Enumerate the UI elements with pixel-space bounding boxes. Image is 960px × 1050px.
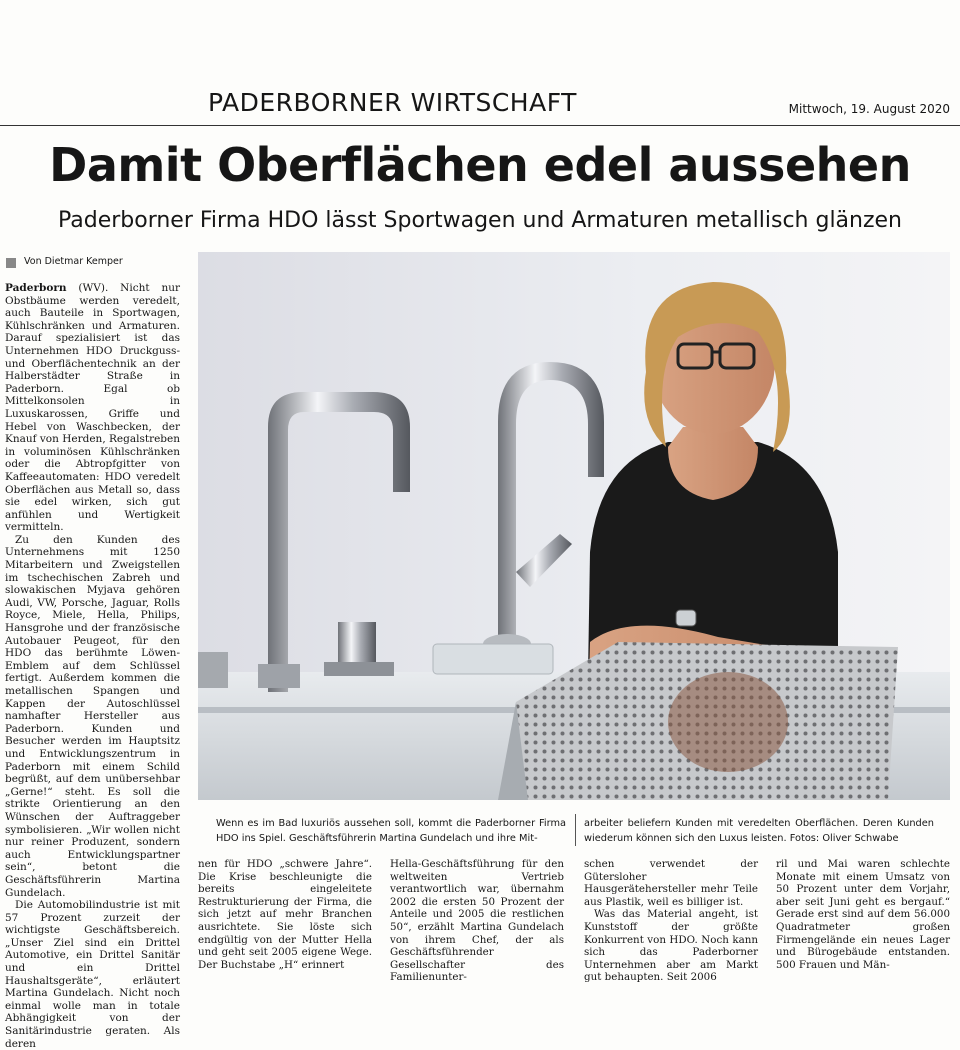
- subheadline: Paderborner Firma HDO lässt Sportwagen und Armaturen metallisch glänzen: [57, 208, 903, 233]
- issue-date: Mittwoch, 19. August 2020: [788, 102, 950, 116]
- caption-separator: [575, 814, 576, 846]
- article-photo: [198, 252, 950, 800]
- bottom-column-3-text-a: schen verwendet der Gütersloher Hausgerätehersteller mehr Teile aus Plastik, weil es billiger ist.: [584, 858, 758, 908]
- bottom-column-4: [776, 858, 950, 971]
- bottom-column-2: [390, 858, 564, 984]
- section-title: PADERBORNER WIRTSCHAFT: [208, 88, 577, 117]
- bottom-column-1-text: nen für HDO „schwere Jahre“. Die Krise beschleunigte die bereits eingeleitete Restrukturierung der Firma, die sich jetzt auf mehr Branchen ausrichtete. Sie löste sich endgültig von der Mutter Hella und geht seit 2005 eigene Wege. Der Buchstabe „H“ erinnert: [198, 858, 372, 971]
- masthead-rule: [0, 125, 960, 126]
- bottom-column-2-text: Hella-Geschäftsführung für den weltweiten Vertrieb verantwortlich war, übernahm 2002 die ersten 50 Prozent der Anteile und 2005 die restlichen 50“, erzählt Martina Gundelach von ihrem Chef, der als Geschäftsführender Gesellschafter des Familienunter-: [390, 858, 564, 984]
- photo-caption-right: arbeiter beliefern Kunden mit veredelten Oberflächen. Deren Kunden wiederum können sich den Luxus leisten. Fotos: Oliver Schwabe: [584, 818, 934, 844]
- headline: Damit Oberflächen edel aussehen: [49, 138, 911, 192]
- bottom-column-3: [584, 858, 758, 984]
- photo-caption-left: Wenn es im Bad luxuriös aussehen soll, kommt die Paderborner Firma HDO ins Spiel. Geschäftsführerin Martina Gundelach und ihre Mit-: [216, 818, 566, 844]
- bottom-column-1: [198, 858, 372, 971]
- byline-marker: [6, 258, 16, 268]
- left-paragraph-2: Zu den Kunden des Unternehmens mit 1250 Mitarbeitern und Zweigstellen im tschechischen Zabreh und slowakischen Myjava gehören Audi, VW, Porsche, Jaguar, Rolls Royce, Miele, Hella, Philips, Hansgrohe und der französische Autobauer Peugeot, für den HDO das berühmte Löwen-Emblem auf dem Schlüssel fertigt. Außerdem kommen die metallischen Spangen und Kappen der Autoschlüssel namhafter Hersteller aus Paderborn. Kunden und Besucher werden im Hauptsitz und Entwicklungszentrum in Paderborn mit einem Schild begrüßt, auf dem unübersehbar „Gerne!“ steht. Es soll die strikte Orientierung an den Wünschen der Auftraggeber symbolisieren. „Wir wollen nicht nur reiner Produzent, sondern auch Entwicklungspartner sein“, betont die Geschäftsführerin Martina Gundelach.: [5, 533, 180, 899]
- dateline: Paderborn: [5, 282, 67, 294]
- left-paragraph-1: [5, 282, 180, 534]
- paragraph-1-text: (WV). Nicht nur Obstbäume werden veredelt, auch Bauteile in Sportwagen, Kühlschränken und Armaturen. Darauf spezialisiert ist das Unternehmen HDO Druckguss- und Oberflächentechnik an der Halberstädter Straße in Paderborn. Egal ob Mittelkonsolen in Luxuskarossen, Griffe und Hebel von Waschbecken, der Knauf von Herden, Regalstreben in voluminösen Kühlschränken oder die Abtropfgitter von Kaffeeautomaten: HDO veredelt Oberflächen aus Metall so, dass sie edel wirken, sich gut anfühlen und Wertigkeit vermitteln.: [5, 282, 180, 534]
- bottom-column-3-text-b: Was das Material angeht, ist Kunststoff der größte Konkurrent von HDO. Noch kann sich das Paderborner Unternehmen aber am Markt gut behaupten. Seit 2006: [584, 908, 758, 984]
- left-paragraph-3: Die Automobilindustrie ist mit 57 Prozent zurzeit der wichtigste Geschäftsbereich. „Unser Ziel sind ein Drittel Automotive, ein Drittel Sanitär und ein Drittel Haushaltsgeräte“, erläutert Martina Gundelach. Nicht noch einmal wolle man in totale Abhängigkeit von der Sanitärindustrie geraten. Als deren: [5, 899, 180, 1050]
- byline: Von Dietmar Kemper: [24, 256, 123, 267]
- photo-illustration: [198, 252, 950, 800]
- bottom-column-4-text: ril und Mai waren schlechte Monate mit einem Umsatz von 50 Prozent unter dem Vorjahr, aber seit Juni geht es bergauf.“ Gerade erst sind auf dem 56.000 Quadratmeter großen Firmengelände ein neues Lager und Bürogebäude entstanden. 500 Frauen und Män-: [776, 858, 950, 971]
- left-column-text: [5, 282, 180, 1050]
